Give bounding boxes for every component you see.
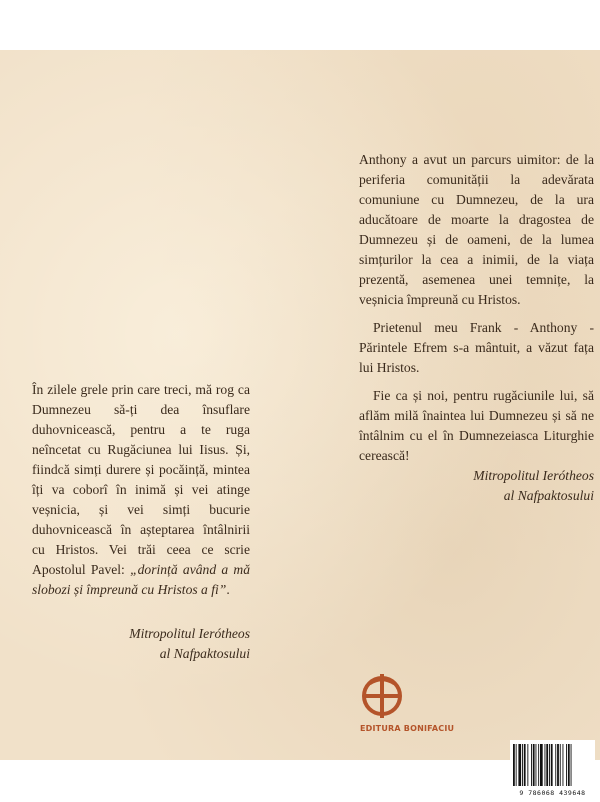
left-signature-line-2: al Nafpaktosului	[159, 646, 250, 661]
barcode-icon	[510, 740, 595, 788]
right-signature-line-1: Mitropolitul Ierótheos	[473, 468, 594, 483]
barcode	[510, 740, 595, 802]
right-paragraph-1: Anthony a avut un parcurs uimitor: de la periferia comunității la adevărata comuniune cu Dumnezeu, de la ura aducătoare de moarte la dragostea de Dumnezeu și de oameni, de la lumea simțurilor la cea a inimii, de la viața prezentă, asemenea unei temnițe, la veșnicia împreună cu Hristos.	[359, 152, 594, 307]
left-paragraph-end: .	[226, 582, 230, 597]
publisher-logo	[360, 672, 455, 738]
left-paragraph-text: În zilele grele prin care treci, mă rog ca Dumnezeu să-ți dea însuflare duhovnicească, pentru a te ruga neîncetat cu Rugăciunea lui Iisus. Și, fiindcă simți durere și pocăință, mintea îți va coborî în inimă și vei atinge veșnicia, și vei simți bucurie duhovnicească în așteptarea întâlnirii cu Hristos. Vei trăi ceea ce scrie Apostolul Pavel:	[32, 382, 250, 577]
barcode-number: 9 786068 439648	[519, 789, 586, 797]
left-paragraph	[32, 380, 250, 600]
left-paragraph-quote: „dorință având a mă slobozi și împreună cu Hristos a fi”	[32, 562, 250, 597]
left-text-block	[32, 380, 250, 608]
right-signature-line-2: al Nafpaktosului	[503, 488, 594, 503]
right-signature	[359, 466, 594, 506]
back-cover	[0, 50, 600, 797]
right-paragraph-3: Fie ca și noi, pentru rugăciunile lui, să aflăm milă înaintea lui Dumnezeu și să ne întâlnim cu el în Dumnezeiasca Liturghie cerească!	[359, 388, 594, 463]
publisher-emblem-icon	[360, 672, 432, 724]
left-signature-line-1: Mitropolitul Ierótheos	[129, 626, 250, 641]
right-paragraph-2: Prietenul meu Frank - Anthony - Părintele Efrem s-a mântuit, a văzut fața lui Hristos.	[359, 320, 594, 375]
right-text-block	[359, 150, 594, 474]
publisher-name: EDITURA BONIFACIU	[360, 724, 455, 733]
left-signature	[32, 624, 250, 664]
